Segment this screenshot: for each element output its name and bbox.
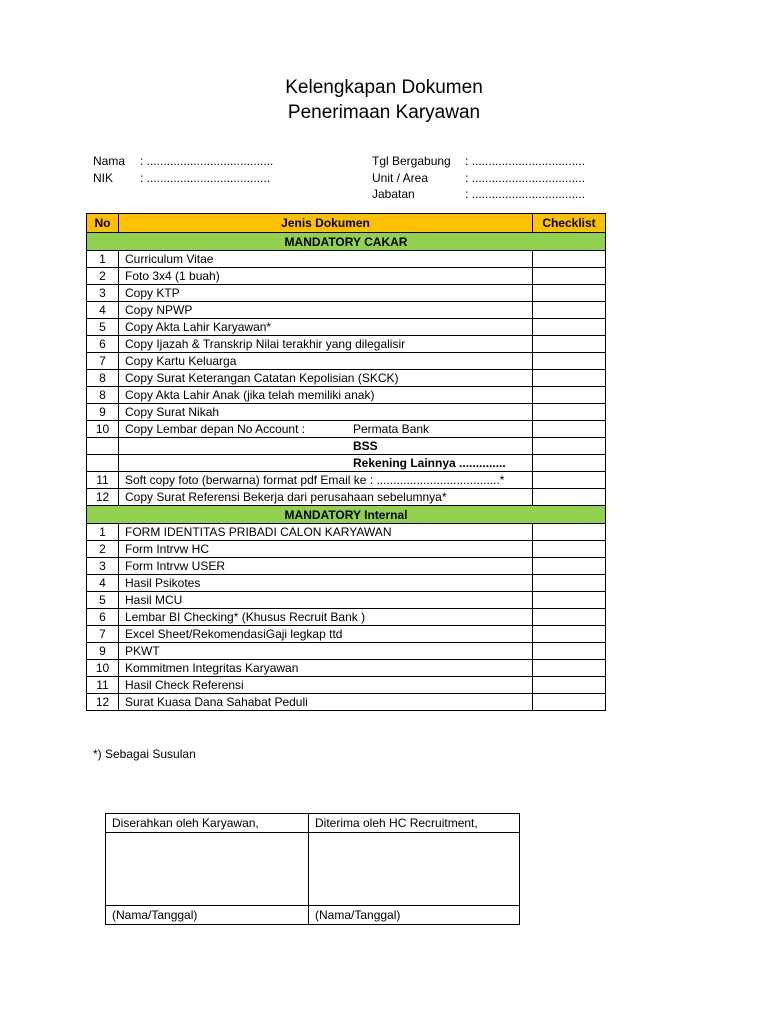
row-no: 4 xyxy=(87,302,119,319)
row-no: 9 xyxy=(87,404,119,421)
row-document: Curriculum Vitae xyxy=(119,251,533,268)
table-row xyxy=(87,438,606,455)
header-jenis-dokumen: Jenis Dokumen xyxy=(119,214,533,233)
row-document xyxy=(119,421,533,438)
row-checkbox[interactable] xyxy=(533,421,606,438)
row-checkbox[interactable] xyxy=(533,319,606,336)
unit-area-value[interactable]: : .................................. xyxy=(465,171,586,185)
nama-value[interactable]: : ...................................... xyxy=(140,154,274,168)
table-row xyxy=(87,558,606,575)
row-document: Copy Surat Referensi Bekerja dari perusahaan sebelumnya* xyxy=(119,489,533,506)
nik-label: NIK xyxy=(93,171,114,185)
row-document: PKWT xyxy=(119,643,533,660)
header-no: No xyxy=(87,214,119,233)
row-checkbox[interactable] xyxy=(533,660,606,677)
table-row xyxy=(87,660,606,677)
table-row xyxy=(87,455,606,472)
received-by-label: Diterima oleh HC Recruitment, xyxy=(309,814,520,833)
row-document: Copy KTP xyxy=(119,285,533,302)
row-no: 2 xyxy=(87,268,119,285)
row-checkbox[interactable] xyxy=(533,694,606,711)
unit-area-label: Unit / Area xyxy=(372,171,429,185)
row-document: Copy Kartu Keluarga xyxy=(119,353,533,370)
employee-signature-area[interactable] xyxy=(106,833,309,906)
table-row xyxy=(87,336,606,353)
row-checkbox[interactable] xyxy=(533,558,606,575)
row-checkbox[interactable] xyxy=(533,489,606,506)
table-row xyxy=(87,489,606,506)
tgl-bergabung-value[interactable]: : .................................. xyxy=(465,154,586,168)
nama-label: Nama xyxy=(93,154,126,168)
row-document: Surat Kuasa Dana Sahabat Peduli xyxy=(119,694,533,711)
row-checkbox[interactable] xyxy=(533,404,606,421)
row-checkbox[interactable] xyxy=(533,524,606,541)
row-no: 12 xyxy=(87,694,119,711)
submitted-by-label: Diserahkan oleh Karyawan, xyxy=(106,814,309,833)
row-no: 8 xyxy=(87,387,119,404)
signature-table xyxy=(105,813,520,925)
employee-name-date: (Nama/Tanggal) xyxy=(106,906,309,925)
row-checkbox[interactable] xyxy=(533,285,606,302)
footnote: *) Sebagai Susulan xyxy=(93,747,196,761)
section-row-internal xyxy=(87,506,606,524)
document-checklist-table xyxy=(86,213,606,711)
row-no: 3 xyxy=(87,285,119,302)
account-label: Copy Lembar depan No Account : xyxy=(125,422,306,436)
row-no: 12 xyxy=(87,489,119,506)
table-row xyxy=(87,285,606,302)
row-checkbox[interactable] xyxy=(533,302,606,319)
section-title-cakar: MANDATORY CAKAR xyxy=(87,233,606,251)
bank-bss: BSS xyxy=(353,439,378,453)
table-row xyxy=(87,592,606,609)
table-row xyxy=(87,404,606,421)
document-title: Kelengkapan Dokumen xyxy=(285,77,483,98)
row-no: 2 xyxy=(87,541,119,558)
table-row xyxy=(87,421,606,438)
row-document: Kommitmen Integritas Karyawan xyxy=(119,660,533,677)
row-checkbox[interactable] xyxy=(533,609,606,626)
row-no: 11 xyxy=(87,472,119,489)
row-checkbox[interactable] xyxy=(533,438,606,455)
row-no: 10 xyxy=(87,660,119,677)
row-document: Copy NPWP xyxy=(119,302,533,319)
row-document: Hasil Psikotes xyxy=(119,575,533,592)
table-row xyxy=(87,370,606,387)
row-checkbox[interactable] xyxy=(533,575,606,592)
row-checkbox[interactable] xyxy=(533,336,606,353)
row-document: Form Intrvw HC xyxy=(119,541,533,558)
row-checkbox[interactable] xyxy=(533,370,606,387)
row-checkbox[interactable] xyxy=(533,592,606,609)
row-document: Excel Sheet/RekomendasiGaji legkap ttd xyxy=(119,626,533,643)
row-no: 10 xyxy=(87,421,119,438)
document-subtitle: Penerimaan Karyawan xyxy=(287,102,481,123)
row-checkbox[interactable] xyxy=(533,387,606,404)
table-row xyxy=(87,609,606,626)
row-document: Lembar BI Checking* (Khusus Recruit Bank ) xyxy=(119,609,533,626)
table-row xyxy=(87,541,606,558)
row-no: 7 xyxy=(87,353,119,370)
row-checkbox[interactable] xyxy=(533,472,606,489)
row-document xyxy=(119,455,533,472)
row-document: Copy Surat Keterangan Catatan Kepolisian (SKCK) xyxy=(119,370,533,387)
row-no: 11 xyxy=(87,677,119,694)
table-row xyxy=(87,575,606,592)
jabatan-label: Jabatan xyxy=(372,187,415,201)
bank-permata: Permata Bank xyxy=(353,422,430,436)
header-checklist: Checklist xyxy=(533,214,606,233)
row-checkbox[interactable] xyxy=(533,541,606,558)
signature-footer-row xyxy=(106,906,520,925)
row-document xyxy=(119,438,533,455)
row-no: 9 xyxy=(87,643,119,660)
signature-header-row xyxy=(106,814,520,833)
row-no: 5 xyxy=(87,592,119,609)
row-checkbox[interactable] xyxy=(533,251,606,268)
row-document: Copy Ijazah & Transkrip Nilai terakhir yang dilegalisir xyxy=(119,336,533,353)
hc-name-date: (Nama/Tanggal) xyxy=(309,906,520,925)
row-checkbox[interactable] xyxy=(533,268,606,285)
row-document: Form Intrvw USER xyxy=(119,558,533,575)
table-row xyxy=(87,524,606,541)
table-row xyxy=(87,387,606,404)
row-no: 3 xyxy=(87,558,119,575)
row-checkbox[interactable] xyxy=(533,353,606,370)
nik-row xyxy=(93,170,113,186)
table-header-row xyxy=(87,214,606,233)
row-document: Hasil Check Referensi xyxy=(119,677,533,694)
signature-space-row xyxy=(106,833,520,906)
table-row xyxy=(87,694,606,711)
row-document: Hasil MCU xyxy=(119,592,533,609)
row-no: 4 xyxy=(87,575,119,592)
row-no: 1 xyxy=(87,251,119,268)
bank-lainnya: Rekening Lainnya .............. xyxy=(353,456,506,470)
row-document: Copy Akta Lahir Karyawan* xyxy=(119,319,533,336)
hc-signature-area[interactable] xyxy=(309,833,520,906)
row-checkbox[interactable] xyxy=(533,643,606,660)
row-document: Foto 3x4 (1 buah) xyxy=(119,268,533,285)
tgl-bergabung-label: Tgl Bergabung xyxy=(372,154,451,168)
table-row xyxy=(87,472,606,489)
row-no: 6 xyxy=(87,609,119,626)
row-document: Copy Surat Nikah xyxy=(119,404,533,421)
row-no: 1 xyxy=(87,524,119,541)
nama-row xyxy=(93,153,125,169)
table-row xyxy=(87,677,606,694)
table-row xyxy=(87,353,606,370)
jabatan-value[interactable]: : .................................. xyxy=(465,187,586,201)
row-no: 7 xyxy=(87,626,119,643)
table-row xyxy=(87,626,606,643)
row-no: 8 xyxy=(87,370,119,387)
row-checkbox[interactable] xyxy=(533,626,606,643)
table-row xyxy=(87,302,606,319)
row-no: 6 xyxy=(87,336,119,353)
section-title-internal: MANDATORY Internal xyxy=(87,506,606,524)
row-no: 5 xyxy=(87,319,119,336)
section-row-cakar xyxy=(87,233,606,251)
row-checkbox[interactable] xyxy=(533,677,606,694)
nik-value[interactable]: : ..................................... xyxy=(140,171,271,185)
table-row xyxy=(87,319,606,336)
table-row xyxy=(87,643,606,660)
row-document: Copy Akta Lahir Anak (jika telah memiliki anak) xyxy=(119,387,533,404)
row-checkbox[interactable] xyxy=(533,455,606,472)
row-document: FORM IDENTITAS PRIBADI CALON KARYAWAN xyxy=(119,524,533,541)
table-row xyxy=(87,268,606,285)
table-row xyxy=(87,251,606,268)
row-document: Soft copy foto (berwarna) format pdf Email ke : .....................................* xyxy=(119,472,533,489)
